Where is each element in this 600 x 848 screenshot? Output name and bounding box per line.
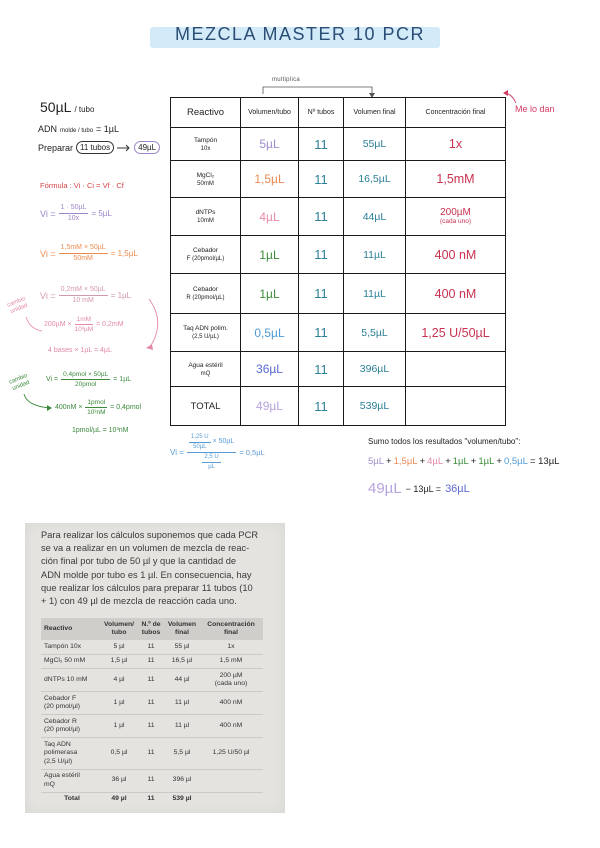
scan-cell-reactivo xyxy=(41,669,101,692)
scan-cell-volumen-final xyxy=(165,654,199,669)
scan-cell-n-tubos xyxy=(137,669,165,692)
scan-cell-reactivo xyxy=(41,792,101,806)
scan-header-row xyxy=(41,618,263,640)
equation-lhs: 200µM × xyxy=(44,321,72,329)
scan-cell-concentracion-final xyxy=(199,669,263,692)
adn-molde-note xyxy=(38,124,119,134)
table-row xyxy=(171,198,506,236)
n-tubos-cell: 11 xyxy=(299,128,344,161)
scan-cell-reactivo xyxy=(41,715,101,738)
reactivo-line: Taq ADN polim. xyxy=(183,325,228,332)
reactivo-cell xyxy=(171,236,241,274)
fraction xyxy=(61,371,110,389)
scan-cell-line: Cebador R xyxy=(44,717,77,725)
sum-term: 1,5µL xyxy=(393,456,418,467)
scan-cell-line: Taq ADN xyxy=(44,740,71,748)
table-header-cell: Concentración final xyxy=(406,98,506,128)
table-row xyxy=(171,161,506,198)
equation-tampon xyxy=(40,204,112,223)
scan-cell-volumen-final xyxy=(165,640,199,654)
equation-dntps xyxy=(40,286,131,305)
fraction-denominator: 50µL xyxy=(192,443,207,450)
scan-paragraph-line: + 1) con 49 µl de mezcla de reacción cada uno. xyxy=(41,596,237,607)
arrow-right-icon xyxy=(117,144,131,152)
concentracion-final-cell xyxy=(406,128,506,161)
equation-lhs: Vi = xyxy=(170,447,184,457)
volume-per-tube-unit: / tubo xyxy=(74,105,95,114)
reactivo-line: 50mM xyxy=(197,180,214,187)
scan-paragraph-line: que realizar los cálculos para preparar 11 tubos (10 xyxy=(41,582,253,593)
scan-cell-line: (2,5 U/µl) xyxy=(44,757,73,765)
multiplica-label: multiplica xyxy=(272,77,301,83)
adn-value: = 1µL xyxy=(96,124,119,134)
equation-lhs: Vi = xyxy=(40,208,56,219)
volumen-final-cell: 539µL xyxy=(344,387,406,426)
fraction-denominator: 10 mM xyxy=(72,297,94,305)
equation-lhs: Vi = xyxy=(46,376,59,384)
scan-paragraph-line: ADN molde por tubo es 1 µl. En consecuencia, hay xyxy=(41,569,252,580)
scan-cell-line: Tampón 10x xyxy=(44,642,82,650)
green-unit-change-arrowhead xyxy=(47,405,52,411)
scan-header-line: tubos xyxy=(141,629,161,636)
scan-header-n-tubos xyxy=(137,618,165,640)
n-tubos-cell: 11 xyxy=(299,352,344,387)
scan-row xyxy=(41,769,263,792)
scan-paragraph-line: Para realizar los cálculos suponemos que cada PCR xyxy=(41,530,259,540)
scan-cell-concentracion-final xyxy=(199,654,263,669)
fraction-numerator: 1pmol xyxy=(85,399,107,408)
scan-cell-line: 5,5 µl xyxy=(173,749,191,756)
concentracion-final-cell xyxy=(406,161,506,198)
table-header-cell: Volumen final xyxy=(344,98,406,128)
reactivo-line: mQ xyxy=(200,370,211,377)
fraction-denominator: 50mM xyxy=(73,255,93,263)
volumen-final-cell: 16,5µL xyxy=(344,161,406,198)
inner-fraction xyxy=(189,434,211,451)
scan-header-line: Volumen/ xyxy=(103,621,135,628)
table-header-row xyxy=(171,98,506,128)
equation-result: = 0,2mM xyxy=(96,321,124,329)
table-row xyxy=(171,314,506,352)
scan-header-line: N.º de xyxy=(141,621,161,628)
table-header-cell: Reactivo xyxy=(171,98,241,128)
equation-result: = 1µL xyxy=(113,376,132,384)
equation-taq xyxy=(170,434,265,471)
concentracion-final-cell xyxy=(406,274,506,314)
scan-cell-line: mQ xyxy=(44,780,55,788)
scan-header-line: final xyxy=(175,629,189,636)
scan-cell-volumen-tubo xyxy=(101,792,137,806)
reactivo-line: Agua estéril xyxy=(188,361,223,369)
scan-header-volumen-final xyxy=(165,618,199,640)
scan-cell-line: (20 pmol/µl) xyxy=(44,726,81,733)
scan-cell-line: 1,25 U/50 µl xyxy=(212,749,250,756)
equation-result: = 0,5µL xyxy=(239,447,265,457)
reactivo-line: dNTPs xyxy=(195,209,216,216)
plus-sign: + xyxy=(470,456,477,467)
equation-cebador xyxy=(46,371,131,389)
scan-cell-n-tubos xyxy=(137,769,165,792)
table-row xyxy=(171,128,506,161)
scan-cell-volumen-tubo xyxy=(101,640,137,654)
equation-result: = 1,5µL xyxy=(110,249,138,259)
molde-tubo-label: molde / tubo xyxy=(60,128,94,134)
multiplica-bracket xyxy=(263,87,372,95)
scan-cell-line: dNTPs 10 mM xyxy=(44,675,88,683)
multiplier: × 50µL xyxy=(212,438,235,446)
equation-lhs: Vi = xyxy=(40,248,56,259)
scan-cell-volumen-tubo xyxy=(101,715,137,738)
equation-lhs: Vi = xyxy=(40,290,56,301)
n-tubos-cell: 11 xyxy=(299,236,344,274)
scan-header-volumen-tubo xyxy=(101,618,137,640)
scan-cell-line: 11 xyxy=(147,657,155,664)
fraction-denominator: 10³µM xyxy=(74,326,94,334)
table-row xyxy=(171,236,506,274)
volumen-final-cell: 44µL xyxy=(344,198,406,236)
scan-cell-reactivo xyxy=(41,769,101,792)
fraction xyxy=(75,316,94,334)
scan-cell-line: Agua estéril xyxy=(44,772,80,779)
equation-result: = 0,4pmol xyxy=(110,404,142,412)
n-tubos-cell: 11 xyxy=(299,198,344,236)
scan-cell-line: 36 µl xyxy=(111,776,127,784)
scan-row xyxy=(41,669,263,692)
reactivo-cell xyxy=(171,161,241,198)
scan-paragraph-line: ción final por tubo de 50 µl y que la cantidad de xyxy=(41,556,237,567)
equation-lhs: 400nM × xyxy=(55,404,83,412)
table-header-cell: Volumen/tubo xyxy=(241,98,299,128)
scan-header-line: Volumen xyxy=(167,621,197,628)
pmol-conversion-note: 1pmol/µL = 10³nM xyxy=(72,427,129,434)
scan-paragraph xyxy=(41,529,258,608)
table-row xyxy=(171,387,506,426)
fraction-numerator: 1mM xyxy=(75,316,93,325)
reactivo-line: R (20pmol/µL) xyxy=(186,295,225,301)
concentracion-final-cell xyxy=(406,236,506,274)
scan-cell-line: 11 xyxy=(147,642,155,650)
sum-line xyxy=(368,456,559,467)
adn-label: ADN xyxy=(38,124,58,134)
n-tubos-cell: 11 xyxy=(299,314,344,352)
scan-paragraph-line: se va a realizar en un volumen de mezcla de reac- xyxy=(41,543,250,554)
scan-cell-line: 11 xyxy=(147,675,155,683)
scan-cell-n-tubos xyxy=(137,692,165,715)
scan-row xyxy=(41,654,263,669)
scan-header-concentracion-final xyxy=(199,618,263,640)
reactivo-cell xyxy=(171,274,241,314)
reactivo-line: Cebador xyxy=(193,286,218,293)
dntps-bracket-curve xyxy=(149,299,158,347)
scan-cell-line: 11 xyxy=(147,749,155,756)
master-mix-table xyxy=(170,97,506,426)
scan-cell-line: (cada uno) xyxy=(214,680,248,687)
volumen-tubo-cell: 0,5µL xyxy=(241,314,299,352)
scan-cell-line: 200 µM xyxy=(219,671,243,679)
concentracion-line: (cada uno) xyxy=(439,218,472,225)
n-tubos-cell: 11 xyxy=(299,161,344,198)
reactivo-cell xyxy=(171,387,241,426)
scan-cell-volumen-final xyxy=(165,692,199,715)
scan-cell-line: 1x xyxy=(227,642,235,650)
equation-dntps-unit xyxy=(44,316,124,334)
reactivo-line: 10mM xyxy=(197,218,214,224)
fraction xyxy=(85,399,107,417)
fraction-denominator: 10³nM xyxy=(87,409,106,417)
fraction xyxy=(187,434,236,471)
preparar-note xyxy=(38,141,160,154)
scan-cell-reactivo xyxy=(41,654,101,669)
scan-cell-concentracion-final xyxy=(199,792,263,806)
fraction-denominator: 20pmol xyxy=(75,381,97,389)
scan-cell-volumen-tubo xyxy=(101,738,137,770)
fraction-numerator: 2,5 U xyxy=(202,454,220,463)
concentracion-line: 400 nM xyxy=(434,286,477,301)
scan-cell-line: 11 µl xyxy=(174,721,190,729)
concentracion-line: 200µM xyxy=(440,207,471,218)
scan-cell-line: 400 nM xyxy=(219,721,243,729)
reactivo-cell xyxy=(171,314,241,352)
table-row xyxy=(171,274,506,314)
concentracion-final-cell xyxy=(406,198,506,236)
me-lo-dan-arrow xyxy=(505,93,516,103)
volumen-tubo-cell: 5µL xyxy=(241,128,299,161)
scan-cell-volumen-tubo xyxy=(101,669,137,692)
table-header-cell: Nº tubos xyxy=(299,98,344,128)
dntps-bases-note: 4 bases × 1µL = 4µL xyxy=(48,347,112,354)
inner-fraction xyxy=(202,454,220,471)
page-title: MEZCLA MASTER 10 PCR xyxy=(174,24,426,44)
difference-middle: − 13µL = xyxy=(405,483,442,494)
scan-cell-line: 0,5 µl xyxy=(110,749,128,756)
sum-term: 1µL xyxy=(478,456,495,467)
reactivo-line: F (20pmol/µL) xyxy=(186,256,225,262)
scan-cell-line: MgCl₂ 50 mM xyxy=(44,657,86,664)
reactivo-line: 10x xyxy=(200,145,211,152)
scan-cell-line: 55 µl xyxy=(174,642,190,650)
scan-cell-concentracion-final xyxy=(199,769,263,792)
fraction-denominator xyxy=(202,453,220,471)
n-tubos-cell: 11 xyxy=(299,274,344,314)
scan-cell-concentracion-final xyxy=(199,715,263,738)
difference-result: 36µL xyxy=(445,482,470,495)
concentracion-final-cell xyxy=(406,314,506,352)
scan-cell-n-tubos xyxy=(137,654,165,669)
scan-cell-n-tubos xyxy=(137,715,165,738)
sum-term: 0,5µL xyxy=(503,456,528,467)
table-row xyxy=(171,352,506,387)
fraction-denominator: µL xyxy=(208,463,215,470)
scan-cell-line: polimerasa xyxy=(44,749,78,756)
scan-cell-concentracion-final xyxy=(199,738,263,770)
reactivo-cell xyxy=(171,352,241,387)
scan-cell-volumen-tubo xyxy=(101,769,137,792)
scan-cell-line: 396 µl xyxy=(172,776,192,784)
fraction-denominator: 10x xyxy=(67,215,80,223)
scan-cell-line: 5 µl xyxy=(113,642,125,650)
reactivo-line: TOTAL xyxy=(190,400,221,412)
unit-change-label-green: cambio unidad xyxy=(8,372,31,392)
fraction-numerator: 1,25 U xyxy=(189,434,211,443)
scan-cell-line: 11 xyxy=(147,795,155,802)
fraction xyxy=(59,286,108,305)
scan-cell-line: 16,5 µl xyxy=(171,657,193,664)
concentracion-final-cell xyxy=(406,387,506,426)
sum-term: = 13µL xyxy=(529,456,560,467)
green-unit-change-arrow xyxy=(24,394,50,408)
scan-cell-volumen-final xyxy=(165,669,199,692)
reactivo-line: (2,5 U/µL) xyxy=(192,334,219,340)
scan-header-line: tubo xyxy=(111,629,127,636)
dntps-bracket-arrowhead xyxy=(146,344,153,350)
scan-row xyxy=(41,715,263,738)
equation-result: = 1µL xyxy=(110,291,132,301)
scan-cell-line: Cebador F xyxy=(44,694,77,702)
volumen-final-cell: 55µL xyxy=(344,128,406,161)
scan-cell-line: 400 nM xyxy=(219,698,243,706)
plus-sign: + xyxy=(496,456,502,467)
concentracion-line: 1,25 U/50µL xyxy=(421,325,490,340)
fraction-numerator: 1 · 50µL xyxy=(59,204,89,214)
sum-term: 5µL xyxy=(368,456,385,467)
scan-cell-volumen-tubo xyxy=(101,654,137,669)
scan-cell-line: 1,5 mM xyxy=(219,657,243,664)
reactivo-cell xyxy=(171,128,241,161)
scan-cell-line: 1 µl xyxy=(113,698,125,706)
scan-cell-line: 4 µl xyxy=(113,675,125,683)
equation-result: = 5µL xyxy=(91,209,112,219)
scan-cell-n-tubos xyxy=(137,792,165,806)
difference-minuend: 49µL xyxy=(368,480,402,497)
volume-per-tube-note xyxy=(40,99,94,117)
scan-cell-reactivo xyxy=(41,738,101,770)
scan-row xyxy=(41,640,263,654)
fraction xyxy=(59,204,89,223)
difference-line xyxy=(368,480,470,497)
reactivo-line: MgCl₂ xyxy=(196,171,215,179)
fraction-numerator: 0,2mM × 50µL xyxy=(59,286,108,296)
reactivo-line: Cebador xyxy=(193,247,218,254)
volumen-tubo-cell: 1µL xyxy=(241,274,299,314)
scan-cell-volumen-tubo xyxy=(101,692,137,715)
plus-sign: + xyxy=(386,456,392,467)
volume-per-tube-value: 50µL xyxy=(40,99,72,115)
volumen-tubo-cell: 1µL xyxy=(241,236,299,274)
unit-change-label-pink: cambio unidad xyxy=(6,295,29,315)
scan-header-line: Reactivo xyxy=(44,625,73,632)
me-lo-dan-label: Me lo dan xyxy=(515,104,555,114)
scan-cell-n-tubos xyxy=(137,738,165,770)
scan-row xyxy=(41,792,263,806)
scan-cell-line: (20 pmol/µl) xyxy=(44,703,81,710)
concentracion-line: 1,5mM xyxy=(436,172,475,186)
volumen-final-cell: 396µL xyxy=(344,352,406,387)
concentracion-final-cell xyxy=(406,352,506,387)
plus-sign: + xyxy=(419,456,426,467)
fraction-numerator: 0,4pmol × 50µL xyxy=(61,371,110,380)
scan-cell-n-tubos xyxy=(137,640,165,654)
fraction xyxy=(59,244,108,263)
volumen-final-cell: 11µL xyxy=(344,274,406,314)
scan-table xyxy=(41,618,263,806)
plus-sign: + xyxy=(445,456,451,467)
textbook-scan xyxy=(25,523,285,813)
scan-cell-line: 49 µl xyxy=(111,795,127,802)
scan-header-reactivo xyxy=(41,618,101,640)
tubos-circled: 11 tubos xyxy=(76,141,114,154)
scan-cell-line: 11 xyxy=(147,776,155,784)
concentracion-line: 400 nM xyxy=(434,247,477,262)
scan-cell-line: 1,5 µl xyxy=(110,657,128,664)
scan-cell-volumen-final xyxy=(165,769,199,792)
scan-cell-volumen-final xyxy=(165,715,199,738)
volumen-tubo-cell: 4µL xyxy=(241,198,299,236)
scan-cell-volumen-final xyxy=(165,738,199,770)
scan-header-line: final xyxy=(224,629,238,636)
reactivo-cell xyxy=(171,198,241,236)
volumen-final-cell: 11µL xyxy=(344,236,406,274)
scan-row xyxy=(41,692,263,715)
concentracion-line: 1x xyxy=(448,137,463,151)
sum-term: 4µL xyxy=(427,456,444,467)
reactivo-line: Tampón xyxy=(193,136,218,144)
scan-row xyxy=(41,738,263,770)
volumen-final-cell: 5,5µL xyxy=(344,314,406,352)
volume-circled: 49µL xyxy=(134,141,160,154)
scan-cell-line: 1 µl xyxy=(113,721,125,729)
sum-term: 1µL xyxy=(452,456,469,467)
equation-cebador-unit xyxy=(55,399,141,417)
me-lo-dan-arrowhead xyxy=(503,90,508,96)
scan-cell-volumen-final xyxy=(165,792,199,806)
volumen-tubo-cell: 49µL xyxy=(241,387,299,426)
scan-header-line: Concentración xyxy=(207,621,255,628)
scan-cell-line: Total xyxy=(64,795,80,802)
scan-cell-concentracion-final xyxy=(199,640,263,654)
fraction-numerator xyxy=(187,434,236,453)
scan-cell-line: 539 µl xyxy=(172,795,192,802)
scan-cell-reactivo xyxy=(41,692,101,715)
scan-cell-reactivo xyxy=(41,640,101,654)
preparar-label: Preparar xyxy=(38,142,74,153)
n-tubos-cell: 11 xyxy=(299,387,344,426)
scan-cell-line: 44 µl xyxy=(174,675,190,683)
equation-mgcl2 xyxy=(40,244,138,263)
scan-cell-line: 11 xyxy=(147,721,155,729)
pink-unit-change-arrow xyxy=(26,317,42,331)
scan-cell-concentracion-final xyxy=(199,692,263,715)
scan-cell-line: 11 xyxy=(147,698,155,706)
volumen-tubo-cell: 36µL xyxy=(241,352,299,387)
volumen-tubo-cell: 1,5µL xyxy=(241,161,299,198)
sum-intro: Sumo todos los resultados "volumen/tubo": xyxy=(368,437,521,446)
scan-cell-line: 11 µl xyxy=(174,698,190,706)
dilution-formula: Fórmula : Vi · Ci = Vf · Cf xyxy=(40,181,124,190)
fraction-numerator: 1,5mM × 50µL xyxy=(59,244,108,254)
